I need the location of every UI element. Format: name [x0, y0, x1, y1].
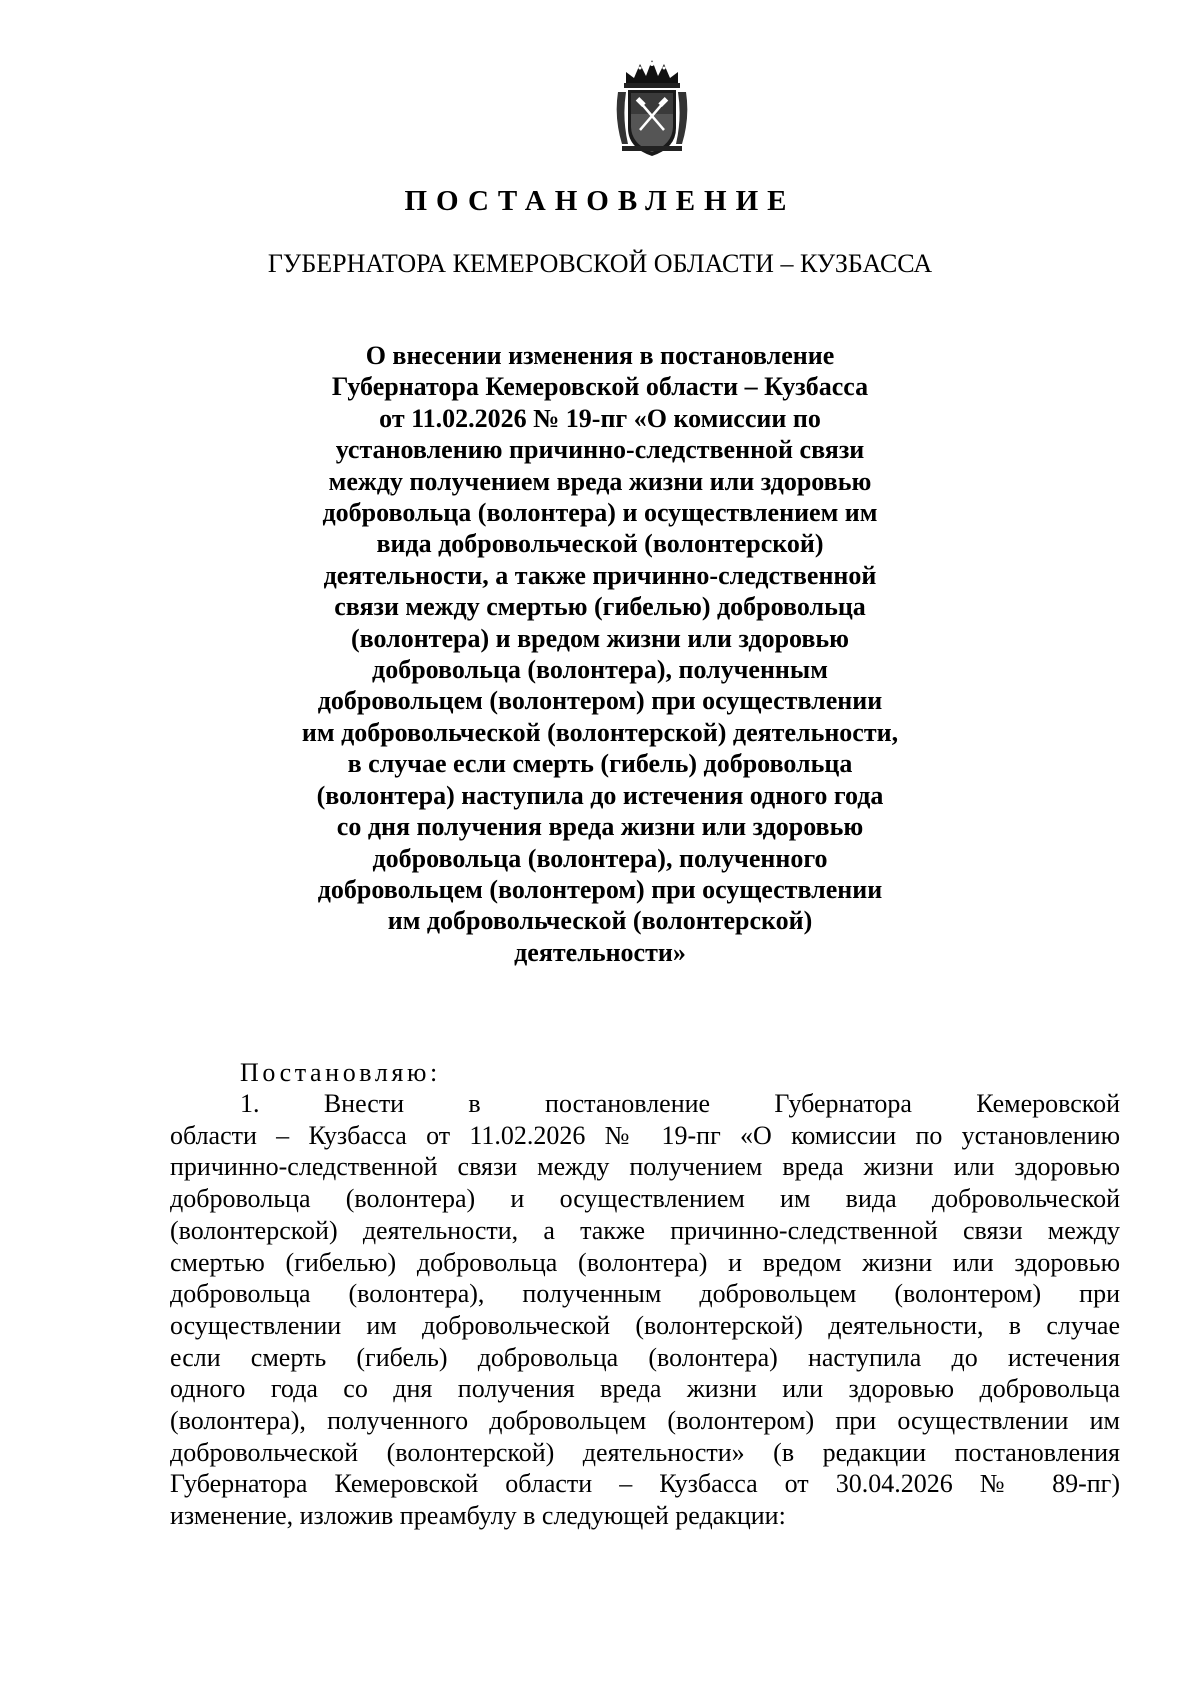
decree-word: Постановляю: — [240, 1058, 441, 1087]
title-line: деятельности, а также причинно-следственной — [323, 560, 877, 590]
body-line: добровольческой (волонтерской) деятельности» (в редакции постановления — [170, 1437, 1120, 1467]
document-type-heading: ПОСТАНОВЛЕНИЕ — [404, 185, 796, 217]
body-line: добровольца (волонтера) и осуществлением им вида добровольческой — [170, 1184, 1120, 1214]
title-line: связи между смертью (гибелью) добровольца — [334, 592, 866, 622]
body-line: добровольца (волонтера), полученным добровольцем (волонтером) при — [170, 1279, 1120, 1309]
body-paragraph — [170, 1088, 1120, 1532]
body-line: области – Кузбасса от 11.02.2026 № 19-пг «О комиссии по установлению — [170, 1120, 1120, 1150]
body-line: одного года со дня получения вреда жизни или здоровью добровольца — [170, 1374, 1120, 1404]
coat-of-arms-icon — [614, 58, 690, 160]
title-line: (волонтера) и вредом жизни или здоровью — [350, 623, 850, 653]
issuer-line: ГУБЕРНАТОРА КЕМЕРОВСКОЙ ОБЛАСТИ – КУЗБАССА — [267, 249, 933, 278]
title-line: вида добровольческой (волонтерской) — [376, 529, 824, 559]
title-line: в случае если смерть (гибель) добровольца — [347, 749, 853, 779]
body-line: изменение, изложив преамбулу в следующей редакции: — [170, 1501, 786, 1531]
title-line: со дня получения вреда жизни или здоровью — [336, 812, 864, 842]
body-line: причинно-следственной связи между получением вреда жизни или здоровью — [170, 1152, 1120, 1182]
title-line: добровольцем (волонтером) при осуществлении — [317, 686, 883, 716]
body-line: 1. Внести в постановление Губернатора Кемеровской — [240, 1089, 1120, 1118]
body-line: (волонтера), полученного добровольцем (волонтером) при осуществлении им — [170, 1406, 1120, 1436]
title-line: им добровольческой (волонтерской) — [387, 906, 813, 936]
body-line: если смерть (гибель) добровольца (волонтера) наступила до истечения — [170, 1342, 1120, 1372]
title-line: добровольцем (волонтером) при осуществлении — [317, 874, 883, 904]
title-line: между получением вреда жизни или здоровью — [328, 466, 872, 496]
document-title — [300, 340, 900, 968]
title-line: добровольца (волонтера), полученного — [372, 843, 828, 873]
body-line: осуществлении им добровольческой (волонтерской) деятельности, в случае — [170, 1310, 1120, 1340]
title-line: установлению причинно-следственной связи — [335, 435, 865, 465]
title-line: О внесении изменения в постановление — [365, 341, 835, 370]
title-line: от 11.02.2026 № 19-пг «О комиссии по — [379, 403, 821, 433]
body-line: смертью (гибелью) добровольца (волонтера) и вредом жизни или здоровью — [170, 1247, 1120, 1277]
title-line: деятельности» — [514, 937, 686, 967]
title-line: Губернатора Кемеровской области – Кузбасса — [331, 372, 869, 402]
title-line: добровольца (волонтера), полученным — [372, 655, 828, 685]
body-line: Губернатора Кемеровской области – Кузбасса от 30.04.2026 № 89-пг) — [170, 1469, 1120, 1499]
title-line: им добровольческой (волонтерской) деятельности, — [301, 717, 899, 747]
title-line: (волонтера) наступила до истечения одного года — [316, 780, 884, 810]
title-line: добровольца (волонтера) и осуществлением им — [322, 498, 878, 528]
body-line: (волонтерской) деятельности, а также причинно-следственной связи между — [170, 1215, 1120, 1245]
